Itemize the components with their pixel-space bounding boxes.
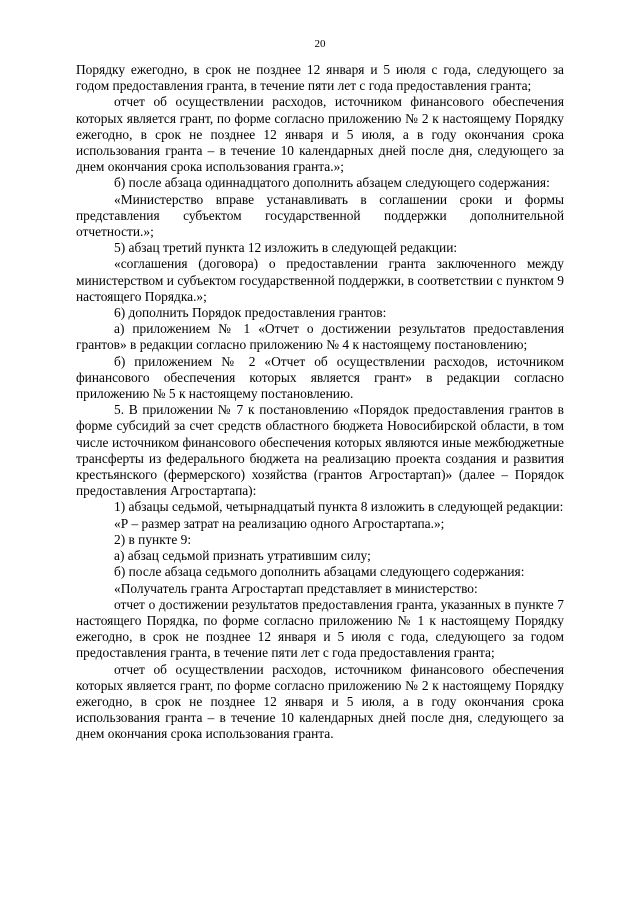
paragraph: 5) абзац третий пункта 12 изложить в следующей редакции: bbox=[114, 240, 458, 256]
paragraph: «Получатель гранта Агростартап представляет в министерство: bbox=[114, 580, 478, 596]
paragraph: «Р – размер затрат на реализацию одного Агростартапа.»; bbox=[114, 515, 445, 531]
paragraph: б) после абзаца одиннадцатого дополнить абзацем следующего содержания: bbox=[114, 175, 550, 191]
paragraph: б) приложением № 2 «Отчет об осуществлении расходов, источником финансового обеспечения которых является грант» в редакции согласно приложению № 5 к настоящему постановлению. bbox=[76, 353, 564, 402]
paragraph: «соглашения (договора) о предоставлении гранта заключенного между министерством и субъектом государственной поддержки, в соответствии с пунктом 9 настоящего Порядка.»; bbox=[76, 256, 564, 304]
paragraph: 6) дополнить Порядок предоставления грантов: bbox=[114, 305, 387, 321]
paragraph: отчет об осуществлении расходов, источником финансового обеспечения которых является грант, по форме согласно приложению № 2 к настоящему Порядку ежегодно, в срок не позднее 12 января и 5 июля, а в году окончания срока использования гранта – в течение 10 календарных дней после дня, следующего за днем окончания срока использования гранта.»; bbox=[76, 94, 564, 175]
paragraph: отчет об осуществлении расходов, источником финансового обеспечения которых является грант, по форме согласно приложению № 2 к настоящему Порядку ежегодно, в срок не позднее 12 января и 5 июля, а в году окончания срока использования гранта – в течение 10 календарных дней после дня, следующего за днем окончания срока использования гранта. bbox=[76, 661, 564, 742]
paragraph: а) приложением № 1 «Отчет о достижении результатов предоставления грантов» в редакции согласно приложению № 4 к настоящему постановлению; bbox=[76, 321, 564, 353]
paragraph: Порядку ежегодно, в срок не позднее 12 января и 5 июля с года, следующего за годом предоставления гранта, в течение пяти лет с года предоставления гранта; bbox=[76, 62, 564, 94]
paragraph: «Министерство вправе устанавливать в соглашении сроки и формы представления субъектом государственной поддержки дополнительной отчетности.»; bbox=[76, 191, 564, 240]
paragraph: б) после абзаца седьмого дополнить абзацами следующего содержания: bbox=[114, 564, 525, 580]
page-number: 20 bbox=[314, 38, 326, 50]
paragraph: 2) в пункте 9: bbox=[114, 531, 192, 547]
paragraph: отчет о достижении результатов предоставления гранта, указанных в пункте 7 настоящего Порядка, по форме согласно приложению № 1 к настоящему Порядку ежегодно, в срок не позднее 12 января и 5 июля с года, следующего за годом предоставления гранта, в течение пяти лет с года предоставления гранта; bbox=[76, 596, 564, 661]
document-body bbox=[76, 62, 564, 743]
paragraph: 5. В приложении № 7 к постановлению «Порядок предоставления грантов в форме субсидий за счет средств областного бюджета Новосибирской области, в том числе источником финансового обеспечения которых являются иные межбюджетные трансферты из федерального бюджета на реализацию проекта создания и развития крестьянского (фермерского) хозяйства (грантов Агростартап)» (далее – Порядок предоставления Агростартапа): bbox=[76, 402, 564, 499]
paragraph: а) абзац седьмой признать утратившим силу; bbox=[114, 548, 371, 564]
paragraph: 1) абзацы седьмой, четырнадцатый пункта 8 изложить в следующей редакции: bbox=[114, 499, 564, 515]
